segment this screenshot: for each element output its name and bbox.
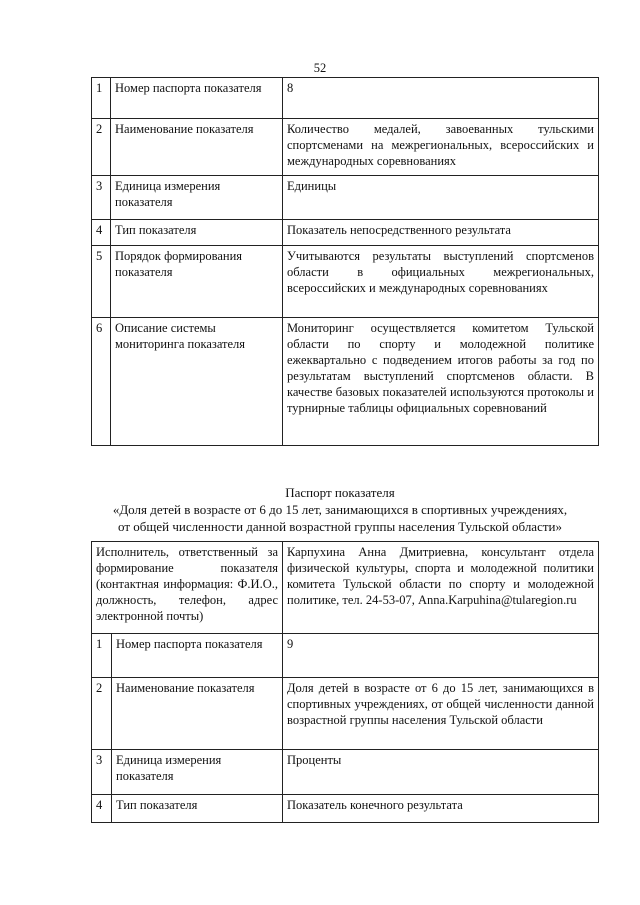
- row-number: 5: [92, 246, 111, 318]
- row-number: 3: [92, 176, 111, 220]
- table-row: [92, 634, 599, 678]
- passport-subtitle-line-2: от общей численности данной возрастной группы населения Тульской области»: [118, 519, 562, 534]
- row-value: Мониторинг осуществляется комитетом Тульской области по спорту и молодежной политике ежеквартально с подведением итогов работы за год по результатам выступлений спортсменов области. В качестве базовых показателей используются протоколы и турнирные таблицы официальных соревнований: [283, 318, 599, 446]
- row-number: 2: [92, 119, 111, 176]
- row-number: 1: [92, 634, 112, 678]
- executor-value: Карпухина Анна Дмитриевна, консультант отдела физической культуры, спорта и молодежной политики комитета Тульской области по спорту и молодежной политике, тел. 24-53-07, Anna.Karpuhina@tularegion.ru: [283, 542, 599, 634]
- row-value: 9: [283, 634, 599, 678]
- row-label: Наименование показателя: [111, 119, 283, 176]
- row-value: Доля детей в возрасте от 6 до 15 лет, занимающихся в спортивных учреждениях, от общей численности данной возрастной группы населения Тульской области: [283, 678, 599, 750]
- table-row: [92, 220, 599, 246]
- row-value: Количество медалей, завоеванных тульскими спортсменами на межрегиональных, всероссийских и международных соревнованиях: [283, 119, 599, 176]
- row-value: Проценты: [283, 750, 599, 795]
- row-number: 6: [92, 318, 111, 446]
- executor-row: [92, 542, 599, 634]
- passport-heading: [70, 484, 610, 535]
- row-value: Учитываются результаты выступлений спортсменов области в официальных межрегиональных, всероссийских и международных соревнованиях: [283, 246, 599, 318]
- row-label: Описание системы мониторинга показателя: [111, 318, 283, 446]
- row-value: Единицы: [283, 176, 599, 220]
- row-label: Единица измерения показателя: [111, 176, 283, 220]
- table-row: [92, 318, 599, 446]
- row-number: 4: [92, 220, 111, 246]
- table-row: [92, 678, 599, 750]
- row-label: Номер паспорта показателя: [111, 78, 283, 119]
- table-row: [92, 795, 599, 823]
- table-row: [92, 176, 599, 220]
- row-label: Порядок формирования показателя: [111, 246, 283, 318]
- table-row: [92, 78, 599, 119]
- table-row: [92, 119, 599, 176]
- page-number: 52: [313, 61, 327, 75]
- passport-title: Паспорт показателя: [285, 485, 395, 500]
- row-label: Тип показателя: [111, 220, 283, 246]
- table-row: [92, 750, 599, 795]
- table-row: [92, 246, 599, 318]
- row-number: 1: [92, 78, 111, 119]
- row-number: 2: [92, 678, 112, 750]
- row-label: Единица измерения показателя: [112, 750, 283, 795]
- row-number: 3: [92, 750, 112, 795]
- row-label: Номер паспорта показателя: [112, 634, 283, 678]
- executor-label: Исполнитель, ответственный за формирование показателя (контактная информация: Ф.И.О., должность, телефон, адрес электронной почты): [92, 542, 283, 634]
- row-value: Показатель конечного результата: [283, 795, 599, 823]
- row-value: 8: [283, 78, 599, 119]
- row-value: Показатель непосредственного результата: [283, 220, 599, 246]
- row-label: Наименование показателя: [112, 678, 283, 750]
- passport-subtitle-line-1: «Доля детей в возрасте от 6 до 15 лет, занимающихся в спортивных учреждениях,: [112, 502, 568, 517]
- indicator-passport-table-8: [91, 77, 599, 446]
- indicator-passport-table-9: [91, 541, 599, 823]
- row-label: Тип показателя: [112, 795, 283, 823]
- row-number: 4: [92, 795, 112, 823]
